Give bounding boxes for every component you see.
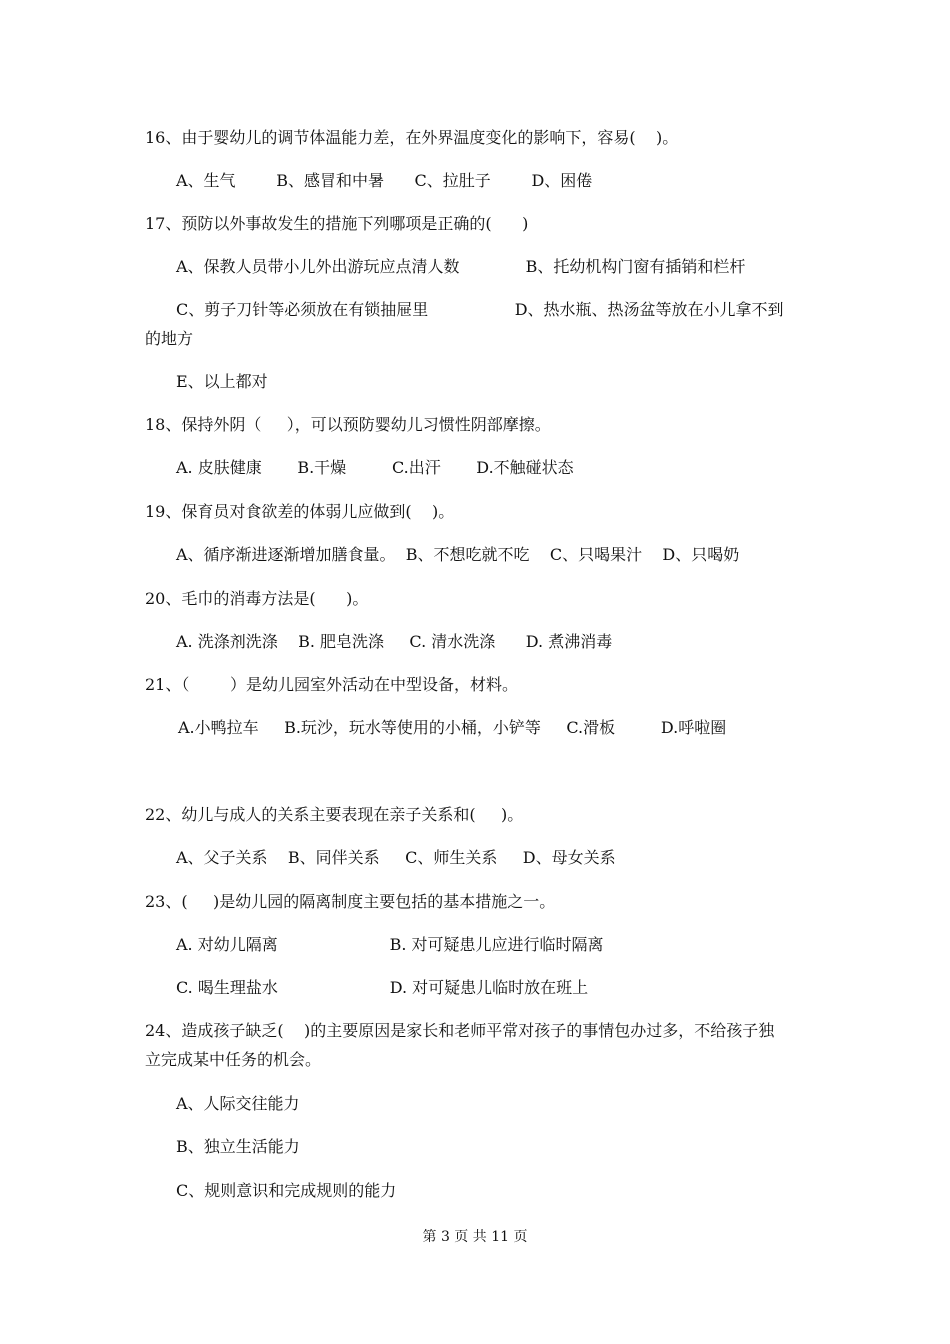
question-17: 17、预防以外事故发生的措施下列哪项是正确的( ) [145, 214, 529, 233]
question-17-option-e: E、以上都对 [176, 372, 268, 391]
question-18: 18、保持外阴（ ），可以预防婴幼儿习惯性阴部摩擦。 [145, 415, 551, 434]
question-16-options: A、生气 B、感冒和中暑 C、拉肚子 D、困倦 [176, 171, 593, 190]
question-16: 16、由于婴幼儿的调节体温能力差，在外界温度变化的影响下，容易( )。 [145, 128, 679, 147]
question-22: 22、幼儿与成人的关系主要表现在亲子关系和( )。 [145, 805, 524, 824]
page-number-footer: 第 3 页 共 11 页 [422, 1229, 528, 1245]
question-23: 23、( )是幼儿园的隔离制度主要包括的基本措施之一。 [145, 892, 556, 911]
question-19: 19、保育员对食欲差的体弱儿应做到( )。 [145, 502, 455, 521]
question-24-option-b: B、独立生活能力 [176, 1137, 300, 1156]
question-20: 20、毛巾的消毒方法是( )。 [145, 589, 369, 608]
question-17-options-cd-continuation: 的地方 [145, 329, 194, 348]
question-24-option-a: A、人际交往能力 [176, 1094, 300, 1113]
question-23-options-ab: A. 对幼儿隔离 B. 对可疑患儿应进行临时隔离 [176, 935, 604, 954]
question-20-options: A. 洗涤剂洗涤 B. 肥皂洗涤 C. 清水洗涤 D. 煮沸消毒 [176, 632, 613, 651]
question-17-options-cd: C、剪子刀针等必须放在有锁抽屉里 D、热水瓶、热汤盆等放在小儿拿不到 [176, 300, 784, 319]
question-21-options: A.小鸭拉车 B.玩沙，玩水等使用的小桶，小铲等 C.滑板 D.呼啦圈 [178, 718, 727, 737]
question-18-options: A. 皮肤健康 B.干燥 C.出汗 D.不触碰状态 [176, 458, 574, 477]
question-19-options: A、循序渐进逐渐增加膳食量。 B、不想吃就不吃 C、只喝果汁 D、只喝奶 [176, 545, 740, 564]
question-24: 24、造成孩子缺乏( )的主要原因是家长和老师平常对孩子的事情包办过多，不给孩子独 [145, 1021, 775, 1040]
question-24-option-c: C、规则意识和完成规则的能力 [176, 1181, 397, 1200]
question-22-options: A、父子关系 B、同伴关系 C、师生关系 D、母女关系 [176, 848, 616, 867]
question-23-options-cd: C. 喝生理盐水 D. 对可疑患儿临时放在班上 [176, 978, 589, 997]
question-24-continuation: 立完成某中任务的机会。 [145, 1050, 322, 1069]
question-21: 21、（ ）是幼儿园室外活动在中型设备，材料。 [145, 675, 519, 694]
question-17-options-ab: A、保教人员带小儿外出游玩应点清人数 B、托幼机构门窗有插销和栏杆 [176, 257, 746, 276]
